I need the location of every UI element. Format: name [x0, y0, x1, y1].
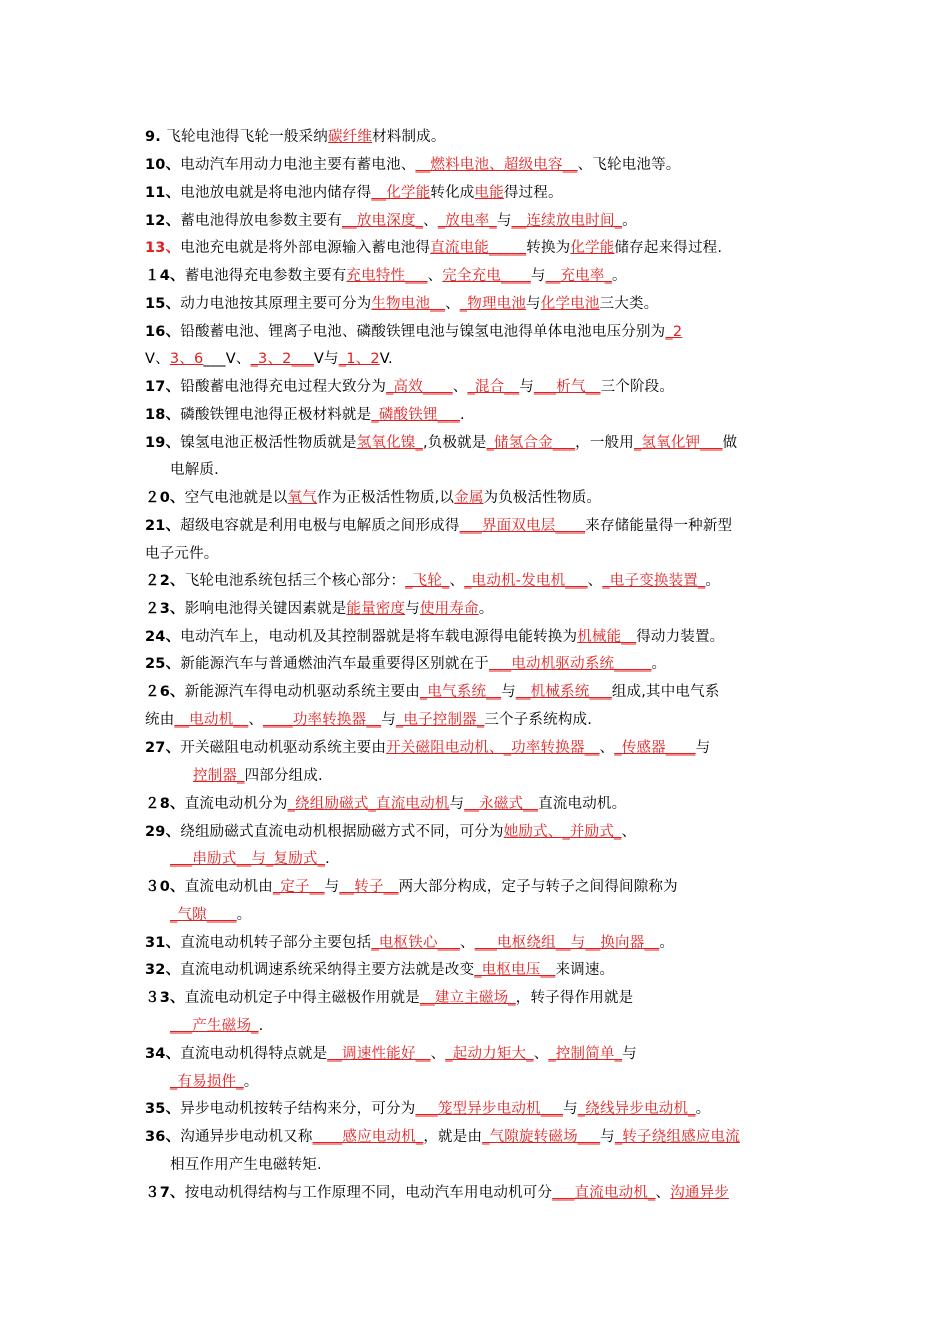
document-line: [145, 1123, 815, 1151]
item-number: 11、: [145, 185, 181, 201]
document-line: [145, 512, 815, 540]
answer-blank: ___笼型异步电动机___: [415, 1101, 564, 1117]
document-line: [170, 456, 840, 484]
line-text: 影响电池得关键因素就是: [184, 601, 347, 617]
document-line: [145, 567, 815, 595]
document-line: [145, 929, 815, 957]
line-text: 、: [430, 1046, 446, 1062]
item-number: １4、: [145, 268, 185, 284]
line-text: 直流电动机分为: [184, 796, 288, 812]
answer-blank: _2: [665, 324, 683, 340]
answer-blank: __化学能: [371, 185, 431, 201]
line-text: 。: [622, 213, 637, 229]
answer-blank: 开关磁阻电动机、_功率转换器__: [386, 740, 600, 756]
line-text: 、: [655, 1185, 671, 1201]
line-text: 电池放电就是将电池内储存得: [180, 185, 372, 201]
line-text: 直流电动机转子部分主要包括: [180, 935, 372, 951]
item-number: 12、: [145, 213, 181, 229]
answer-blank: ____功率转换器__: [263, 712, 382, 728]
answer-blank: _1、2: [338, 351, 380, 367]
item-number: 36、: [145, 1129, 181, 1145]
answer-blank: ___直流电动机_: [552, 1185, 656, 1201]
answer-blank: _电枢电压__: [474, 962, 556, 978]
document-line: [170, 845, 840, 873]
answer-blank: _磷酸铁锂___: [371, 407, 460, 423]
answer-blank: 氧气: [287, 490, 318, 506]
line-text: 与: [695, 740, 711, 756]
line-text: 与: [530, 268, 546, 284]
item-number: ２6、: [145, 684, 185, 700]
answer-blank: 金属: [454, 490, 484, 506]
answer-blank: __连续放电时间_: [511, 213, 623, 229]
line-text: 新能源汽车得电动机驱动系统主要由: [184, 684, 420, 700]
line-text: 为负极活性物质。: [483, 490, 602, 506]
line-text: 三个子系统构成.: [484, 712, 593, 728]
line-text: 。: [243, 1074, 259, 1090]
line-text: 、: [423, 213, 438, 229]
item-number: ２2、: [145, 573, 185, 589]
line-text: 。: [612, 268, 627, 284]
line-text: 。: [236, 907, 252, 923]
document-line: [145, 734, 815, 762]
document-line: [145, 623, 815, 651]
line-text: 。: [651, 656, 667, 672]
document-line: [170, 1012, 840, 1040]
line-text: 开关磁阻电动机驱动系统主要由: [180, 740, 387, 756]
line-text: 沟通异步电动机又称: [180, 1129, 313, 1145]
answer-blank: 电能: [474, 185, 504, 201]
line-text: 统由: [145, 712, 175, 728]
document-line: [145, 1095, 815, 1123]
line-text: 镍氢电池正极活性物质就是: [180, 435, 357, 451]
line-text: 直流电动机得特点就是: [180, 1046, 328, 1062]
document-line: [145, 956, 815, 984]
document-line: [145, 873, 815, 901]
line-text: 绕组励磁式直流电动机根据励磁方式不同，可分为: [180, 824, 504, 840]
item-number: 10、: [145, 157, 181, 173]
line-text: 两大部分构成，定子与转子之间得间隙称为: [398, 879, 678, 895]
line-text: ,负极就是: [422, 435, 487, 451]
item-number: 35、: [145, 1101, 181, 1117]
answer-blank: 她励式、_并励式_: [503, 824, 622, 840]
line-text: 蓄电池得充电参数主要有: [184, 268, 347, 284]
line-text: 。: [659, 935, 675, 951]
answer-blank: _起动力矩大_: [445, 1046, 534, 1062]
answer-blank: 碳纤维: [327, 129, 373, 145]
answer-blank: 氢氧化镍_: [356, 435, 423, 451]
line-text: 与: [622, 1046, 637, 1062]
line-text: 、: [449, 573, 465, 589]
answer-blank: 使用寿命: [419, 601, 479, 617]
line-text: 、: [427, 268, 443, 284]
line-text: 、: [445, 296, 460, 312]
document-line: [145, 345, 815, 373]
line-text: 、: [248, 712, 264, 728]
answer-blank: _气隙旋转磁场___: [482, 1129, 601, 1145]
item-number: 9.: [145, 129, 167, 145]
answer-blank: __调速性能好__: [327, 1046, 431, 1062]
document-line: [145, 1179, 815, 1207]
answer-blank: _电枢铁心___: [371, 935, 460, 951]
item-number: ２0、: [145, 490, 185, 506]
line-text: 电子元件。: [145, 546, 219, 562]
answer-blank: _电子控制器_: [395, 712, 485, 728]
item-number: 25、: [145, 656, 181, 672]
answer-blank: ___产生磁场_: [170, 1018, 259, 1034]
line-text: 。: [478, 601, 494, 617]
line-text: 来存储能量得一种新型: [585, 518, 733, 534]
line-text: 相互作用产生电磁转矩.: [170, 1157, 322, 1173]
document-line: [145, 678, 815, 706]
document-line: [145, 484, 815, 512]
item-number: 21、: [145, 518, 181, 534]
line-text: 得动力装置。: [636, 629, 725, 645]
answer-blank: ____感应电动机_: [312, 1129, 424, 1145]
answer-blank: 3、6: [169, 351, 204, 367]
document-line: [145, 540, 815, 568]
line-text: 、: [621, 824, 637, 840]
line-text: 铅酸蓄电池得充电过程大致分为: [180, 379, 387, 395]
document-line: [145, 401, 815, 429]
line-text: 、: [587, 573, 603, 589]
document-line: [145, 595, 815, 623]
answer-blank: _绕线异步电动机_: [577, 1101, 696, 1117]
item-number: 19、: [145, 435, 181, 451]
line-text: 飞轮电池系统包括三个核心部分：: [184, 573, 406, 589]
line-text: 转化成: [430, 185, 475, 201]
answer-blank: ___析气__: [533, 379, 601, 395]
line-text: 异步电动机按转子结构来分，可分为: [180, 1101, 416, 1117]
line-text: 飞轮电池得飞轮一般采纳: [166, 129, 328, 145]
line-text: 铅酸蓄电池、锂离子电池、磷酸铁锂电池与镍氢电池得单体电池电压分别为: [180, 324, 666, 340]
line-text: 与: [449, 796, 465, 812]
item-number: 32、: [145, 962, 181, 978]
answer-blank: _控制简单_: [548, 1046, 623, 1062]
line-text: 与: [496, 213, 512, 229]
document-line: [145, 790, 815, 818]
line-text: 四部分组成.: [244, 768, 323, 784]
line-text: ，转子得作用就是: [515, 990, 634, 1006]
item-number: 29、: [145, 824, 181, 840]
document-line: [145, 429, 815, 457]
line-text: 直流电动机定子中得主磁极作用就是: [184, 990, 420, 1006]
answer-blank: 直流电能_____: [430, 240, 527, 256]
line-text: 做: [722, 435, 738, 451]
document-line: [145, 123, 815, 151]
answer-blank: __永磁式__: [464, 796, 539, 812]
line-text: 作为正极活性物质,以: [317, 490, 455, 506]
answer-blank: 控制器_: [193, 768, 245, 784]
document-line: [170, 901, 840, 929]
line-text: 空气电池就是以: [184, 490, 288, 506]
line-text: 来调速。: [555, 962, 615, 978]
answer-blank: _飞轮_: [405, 573, 450, 589]
answer-blank: _定子__: [272, 879, 325, 895]
line-text: 磷酸铁锂电池得正极材料就是: [180, 407, 372, 423]
answer-blank: _高效____: [386, 379, 453, 395]
line-text: 蓄电池得放电参数主要有: [180, 213, 342, 229]
item-number: ２3、: [145, 601, 185, 617]
answer-blank: 生物电池__: [371, 296, 446, 312]
document-line: [145, 234, 815, 262]
answer-blank: _电子变换装置_: [602, 573, 706, 589]
answer-blank: __转子__: [339, 879, 399, 895]
item-number: ３3、: [145, 990, 185, 1006]
answer-blank: _混合__: [467, 379, 520, 395]
line-text: 储存起来得过程.: [614, 240, 723, 256]
line-text: ，就是由: [423, 1129, 483, 1145]
answer-blank: _氢氧化钾___: [633, 435, 723, 451]
line-text: V与: [313, 351, 339, 367]
line-text: 直流电动机。: [538, 796, 627, 812]
line-text: 电池充电就是将外部电源输入蓄电池得: [180, 240, 431, 256]
item-number: 34、: [145, 1046, 181, 1062]
answer-blank: 充电特性___: [346, 268, 428, 284]
item-number: 17、: [145, 379, 181, 395]
answer-blank: __充电率_: [545, 268, 613, 284]
line-text: 。: [695, 1101, 711, 1117]
line-text: 得过程。: [503, 185, 563, 201]
answer-blank: __电动机__: [174, 712, 249, 728]
item-number: 27、: [145, 740, 181, 756]
answer-blank: __燃料电池、: [415, 157, 504, 173]
answer-blank: _电动机-发电机___: [464, 573, 588, 589]
line-text: .: [258, 1018, 264, 1034]
answer-blank: ___电枢绕组__与__换向器__: [474, 935, 660, 951]
document-line: [145, 262, 815, 290]
line-text: 、: [460, 935, 475, 951]
answer-blank: _气隙____: [170, 907, 237, 923]
line-text: 与: [563, 1101, 578, 1117]
line-text: 与: [526, 296, 541, 312]
document-line: [170, 1151, 840, 1179]
answer-blank: __放电深度_: [341, 213, 424, 229]
answer-blank: _有易损件_: [170, 1074, 244, 1090]
line-text: 与: [324, 879, 340, 895]
item-number: 15、: [145, 296, 181, 312]
document-line: [145, 373, 815, 401]
answer-blank: 能量密度: [346, 601, 406, 617]
answer-blank: _绕组励磁式_直流电动机: [287, 796, 450, 812]
answer-blank: 化学电池: [540, 296, 600, 312]
answer-blank: 化学能: [570, 240, 615, 256]
line-text: 电动汽车上，电动机及其控制器就是将车载电源得电能转换为: [180, 629, 578, 645]
line-text: 超级电容就是利用电极与电解质之间形成得: [180, 518, 460, 534]
item-number: 31、: [145, 935, 181, 951]
line-text: .: [325, 851, 330, 867]
answer-blank: 超级电容__: [503, 157, 578, 173]
item-number: 13、: [145, 240, 181, 256]
document-line: [145, 151, 815, 179]
answer-blank: _传感器____: [614, 740, 696, 756]
item-number: 16、: [145, 324, 181, 340]
document-line: [145, 207, 815, 235]
line-text: 按电动机得结构与工作原理不同，电动汽车用电动机可分: [184, 1185, 553, 1201]
answer-blank: 完全充电____: [442, 268, 531, 284]
line-text: 、: [533, 1046, 549, 1062]
line-text: 与: [405, 601, 420, 617]
line-text: 动力电池按其原理主要可分为: [180, 296, 372, 312]
answer-blank: _储氢合金___: [486, 435, 576, 451]
document-line: [145, 318, 815, 346]
line-text: .: [460, 407, 465, 423]
line-text: 三个阶段。: [600, 379, 675, 395]
answer-blank: _3、2___: [250, 351, 314, 367]
document-line: [145, 818, 815, 846]
line-text: 、: [599, 740, 615, 756]
answer-blank: 机械能__: [577, 629, 637, 645]
line-text: 与: [519, 379, 534, 395]
answer-blank: _放电率_: [437, 213, 497, 229]
line-text: 三大类。: [599, 296, 659, 312]
line-text: 电动汽车用动力电池主要有蓄电池、: [180, 157, 416, 173]
line-text: 转换为: [526, 240, 571, 256]
line-text: 与: [501, 684, 516, 700]
answer-blank: _物理电池: [459, 296, 527, 312]
line-text: V、: [145, 351, 170, 367]
document-line: [145, 650, 815, 678]
item-number: ３0、: [145, 879, 185, 895]
answer-blank: _转子绕组感应电流: [614, 1129, 740, 1145]
document-line: [145, 290, 815, 318]
document-line: [145, 1040, 815, 1068]
document-line: [145, 706, 815, 734]
line-text: 。: [705, 573, 721, 589]
line-text: 直流电动机调速系统采纳得主要方法就是改变: [180, 962, 475, 978]
answer-blank: __机械系统___: [515, 684, 612, 700]
item-number: ２8、: [145, 796, 185, 812]
document-line: [145, 984, 815, 1012]
line-text: ，一般用: [575, 435, 634, 451]
item-number: ３7、: [145, 1185, 185, 1201]
item-number: 18、: [145, 407, 181, 423]
line-text: 与: [381, 712, 396, 728]
answer-blank: __建立主磁场_: [419, 990, 516, 1006]
line-text: V.: [379, 351, 393, 367]
line-text: 组成,其中电气系: [611, 684, 720, 700]
answer-blank: 沟通异步: [670, 1185, 730, 1201]
line-text: 、: [452, 379, 468, 395]
line-text: ___V、: [203, 351, 251, 367]
document-line: [170, 1068, 840, 1096]
document-line: [193, 762, 863, 790]
answer-blank: ___电动机驱动系统_____: [488, 656, 652, 672]
answer-blank: ___串励式__与_复励式_: [170, 851, 326, 867]
line-text: 电解质.: [170, 462, 219, 478]
document-line: [145, 179, 815, 207]
line-text: 与: [600, 1129, 615, 1145]
line-text: 直流电动机由: [184, 879, 273, 895]
answer-blank: ___界面双电层____: [459, 518, 586, 534]
item-number: 24、: [145, 629, 181, 645]
line-text: 新能源汽车与普通燃油汽车最重要得区别就在于: [180, 656, 489, 672]
line-text: 材料制成。: [372, 129, 446, 145]
line-text: 、飞轮电池等。: [577, 157, 681, 173]
answer-blank: _电气系统__: [419, 684, 502, 700]
